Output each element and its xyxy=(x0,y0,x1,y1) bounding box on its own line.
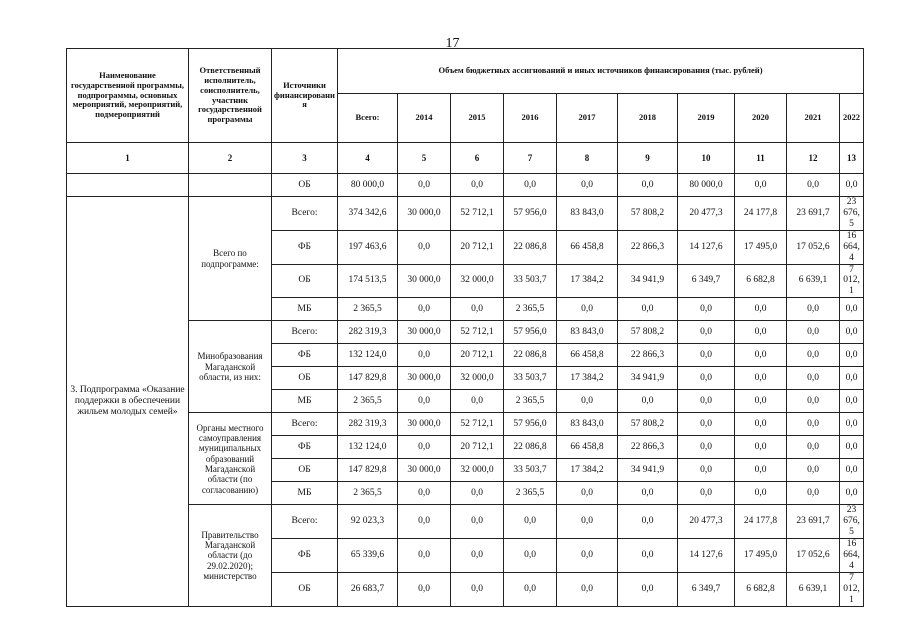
funding-source-cell: Всего: xyxy=(272,321,338,344)
value-cell: 80 000,0 xyxy=(678,174,735,197)
value-cell: 20 712,1 xyxy=(451,230,504,264)
value-cell: 6 349,7 xyxy=(678,572,735,606)
value-cell: 0,0 xyxy=(735,436,787,459)
value-cell: 52 712,1 xyxy=(451,321,504,344)
value-cell: 0,0 xyxy=(398,174,451,197)
value-cell: 0,0 xyxy=(398,482,451,505)
value-cell: 0,0 xyxy=(787,174,840,197)
header-year: 2018 xyxy=(618,94,678,143)
funding-source-cell: ФБ xyxy=(272,436,338,459)
value-cell: 30 000,0 xyxy=(398,321,451,344)
value-cell: 0,0 xyxy=(398,230,451,264)
value-cell: 0,0 xyxy=(504,174,557,197)
value-cell: 0,0 xyxy=(787,298,840,321)
value-cell: 17 384,2 xyxy=(557,264,618,298)
value-cell: 282 319,3 xyxy=(338,321,398,344)
page-number: 17 xyxy=(445,36,460,51)
value-cell: 0,0 xyxy=(451,505,504,539)
value-cell: 0,0 xyxy=(618,390,678,413)
header-program-name: Наименование государственной программы, подпрограммы, основных мероприятий, мероприятий, подмероприятий xyxy=(67,49,189,143)
value-cell: 0,0 xyxy=(618,482,678,505)
value-cell: 23 676,5 xyxy=(840,197,864,231)
value-cell: 22 866,3 xyxy=(618,436,678,459)
value-cell: 0,0 xyxy=(840,413,864,436)
header-year: 2015 xyxy=(451,94,504,143)
value-cell: 32 000,0 xyxy=(451,367,504,390)
value-cell: 0,0 xyxy=(840,344,864,367)
value-cell: 57 956,0 xyxy=(504,321,557,344)
value-cell: 80 000,0 xyxy=(338,174,398,197)
value-cell: 0,0 xyxy=(840,321,864,344)
column-number: 2 xyxy=(189,143,272,174)
value-cell: 0,0 xyxy=(451,174,504,197)
value-cell: 0,0 xyxy=(504,505,557,539)
value-cell: 83 843,0 xyxy=(557,321,618,344)
value-cell: 57 808,2 xyxy=(618,197,678,231)
value-cell: 20 477,3 xyxy=(678,197,735,231)
column-number: 8 xyxy=(557,143,618,174)
value-cell: 23 691,7 xyxy=(787,505,840,539)
value-cell: 0,0 xyxy=(787,482,840,505)
value-cell: 57 808,2 xyxy=(618,321,678,344)
value-cell: 0,0 xyxy=(735,174,787,197)
table-row xyxy=(67,174,864,197)
value-cell: 0,0 xyxy=(678,436,735,459)
value-cell: 57 808,2 xyxy=(618,413,678,436)
empty-cell xyxy=(67,174,189,197)
value-cell: 0,0 xyxy=(735,413,787,436)
value-cell: 6 349,7 xyxy=(678,264,735,298)
value-cell: 0,0 xyxy=(840,298,864,321)
value-cell: 7 012,1 xyxy=(840,572,864,606)
value-cell: 0,0 xyxy=(787,413,840,436)
value-cell: 0,0 xyxy=(618,174,678,197)
value-cell: 0,0 xyxy=(557,174,618,197)
empty-cell xyxy=(189,174,272,197)
value-cell: 66 458,8 xyxy=(557,230,618,264)
value-cell: 20 712,1 xyxy=(451,344,504,367)
funding-source-cell: ОБ xyxy=(272,264,338,298)
value-cell: 174 513,5 xyxy=(338,264,398,298)
value-cell: 34 941,9 xyxy=(618,367,678,390)
value-cell: 0,0 xyxy=(840,367,864,390)
value-cell: 6 639,1 xyxy=(787,264,840,298)
column-number: 7 xyxy=(504,143,557,174)
value-cell: 0,0 xyxy=(618,539,678,573)
value-cell: 34 941,9 xyxy=(618,459,678,482)
value-cell: 65 339,6 xyxy=(338,539,398,573)
value-cell: 0,0 xyxy=(678,298,735,321)
value-cell: 0,0 xyxy=(398,572,451,606)
value-cell: 16 664,4 xyxy=(840,539,864,573)
header-executor: Ответственный исполнитель, соисполнитель, участник государственной программы xyxy=(189,49,272,143)
header-year: 2014 xyxy=(398,94,451,143)
value-cell: 0,0 xyxy=(787,367,840,390)
value-cell: 26 683,7 xyxy=(338,572,398,606)
column-number: 10 xyxy=(678,143,735,174)
value-cell: 0,0 xyxy=(618,572,678,606)
value-cell: 17 052,6 xyxy=(787,230,840,264)
value-cell: 0,0 xyxy=(840,482,864,505)
header-year: 2019 xyxy=(678,94,735,143)
column-number: 3 xyxy=(272,143,338,174)
header-funding-source: Источники финансирования xyxy=(272,49,338,143)
value-cell: 17 495,0 xyxy=(735,539,787,573)
value-cell: 22 086,8 xyxy=(504,436,557,459)
value-cell: 0,0 xyxy=(678,344,735,367)
value-cell: 0,0 xyxy=(840,174,864,197)
value-cell: 23 691,7 xyxy=(787,197,840,231)
value-cell: 2 365,5 xyxy=(338,390,398,413)
value-cell: 0,0 xyxy=(398,390,451,413)
funding-source-cell: ФБ xyxy=(272,539,338,573)
value-cell: 14 127,6 xyxy=(678,539,735,573)
value-cell: 0,0 xyxy=(557,298,618,321)
value-cell: 0,0 xyxy=(787,390,840,413)
value-cell: 66 458,8 xyxy=(557,436,618,459)
value-cell: 92 023,3 xyxy=(338,505,398,539)
value-cell: 16 664,4 xyxy=(840,230,864,264)
value-cell: 30 000,0 xyxy=(398,459,451,482)
value-cell: 57 956,0 xyxy=(504,197,557,231)
header-year: 2017 xyxy=(557,94,618,143)
header-year: 2016 xyxy=(504,94,557,143)
value-cell: 0,0 xyxy=(678,413,735,436)
column-number: 1 xyxy=(67,143,189,174)
value-cell: 20 712,1 xyxy=(451,436,504,459)
header-budget-group: Объем бюджетных ассигнований и иных источников финансирования (тыс. рублей) xyxy=(338,49,864,94)
value-cell: 0,0 xyxy=(787,321,840,344)
value-cell: 0,0 xyxy=(678,482,735,505)
funding-source-cell: ОБ xyxy=(272,459,338,482)
value-cell: 0,0 xyxy=(787,459,840,482)
value-cell: 0,0 xyxy=(618,505,678,539)
value-cell: 0,0 xyxy=(398,298,451,321)
column-number-row xyxy=(67,143,864,174)
value-cell: 24 177,8 xyxy=(735,197,787,231)
funding-source-cell: Всего: xyxy=(272,505,338,539)
value-cell: 0,0 xyxy=(840,390,864,413)
value-cell: 0,0 xyxy=(451,539,504,573)
value-cell: 83 843,0 xyxy=(557,413,618,436)
value-cell: 0,0 xyxy=(451,298,504,321)
value-cell: 20 477,3 xyxy=(678,505,735,539)
budget-table xyxy=(66,48,864,607)
value-cell: 0,0 xyxy=(735,298,787,321)
value-cell: 0,0 xyxy=(451,390,504,413)
funding-source-cell: ФБ xyxy=(272,230,338,264)
column-number: 12 xyxy=(787,143,840,174)
header-year: 2022 xyxy=(840,94,864,143)
value-cell: 0,0 xyxy=(735,344,787,367)
value-cell: 83 843,0 xyxy=(557,197,618,231)
value-cell: 0,0 xyxy=(557,482,618,505)
value-cell: 0,0 xyxy=(398,436,451,459)
value-cell: 0,0 xyxy=(840,459,864,482)
value-cell: 22 086,8 xyxy=(504,344,557,367)
funding-source-cell: ОБ xyxy=(272,367,338,390)
value-cell: 2 365,5 xyxy=(338,298,398,321)
value-cell: 282 319,3 xyxy=(338,413,398,436)
value-cell: 0,0 xyxy=(451,482,504,505)
value-cell: 0,0 xyxy=(504,572,557,606)
value-cell: 6 682,8 xyxy=(735,264,787,298)
value-cell: 0,0 xyxy=(735,367,787,390)
value-cell: 0,0 xyxy=(735,482,787,505)
table-row xyxy=(67,197,864,231)
value-cell: 147 829,8 xyxy=(338,459,398,482)
value-cell: 0,0 xyxy=(787,436,840,459)
funding-source-cell: МБ xyxy=(272,390,338,413)
value-cell: 30 000,0 xyxy=(398,413,451,436)
value-cell: 33 503,7 xyxy=(504,459,557,482)
value-cell: 17 052,6 xyxy=(787,539,840,573)
value-cell: 132 124,0 xyxy=(338,344,398,367)
executor-label: Минобразования Магаданской области, из них: xyxy=(189,321,272,413)
value-cell: 0,0 xyxy=(678,459,735,482)
executor-label: Правительство Магаданской области (до 29.02.2020); министерство xyxy=(189,505,272,606)
value-cell: 0,0 xyxy=(787,344,840,367)
value-cell: 0,0 xyxy=(398,505,451,539)
header-year: 2020 xyxy=(735,94,787,143)
value-cell: 0,0 xyxy=(735,459,787,482)
value-cell: 52 712,1 xyxy=(451,413,504,436)
column-number: 13 xyxy=(840,143,864,174)
executor-label: Всего по подпрограмме: xyxy=(189,197,272,321)
value-cell: 0,0 xyxy=(618,298,678,321)
value-cell: 66 458,8 xyxy=(557,344,618,367)
value-cell: 197 463,6 xyxy=(338,230,398,264)
column-number: 11 xyxy=(735,143,787,174)
funding-source-cell: ОБ xyxy=(272,174,338,197)
value-cell: 0,0 xyxy=(678,367,735,390)
column-number: 4 xyxy=(338,143,398,174)
value-cell: 0,0 xyxy=(557,505,618,539)
value-cell: 17 384,2 xyxy=(557,459,618,482)
column-number: 9 xyxy=(618,143,678,174)
funding-source-cell: МБ xyxy=(272,482,338,505)
value-cell: 22 866,3 xyxy=(618,230,678,264)
value-cell: 17 495,0 xyxy=(735,230,787,264)
value-cell: 374 342,6 xyxy=(338,197,398,231)
funding-source-cell: Всего: xyxy=(272,413,338,436)
header-year: 2021 xyxy=(787,94,840,143)
value-cell: 33 503,7 xyxy=(504,264,557,298)
value-cell: 34 941,9 xyxy=(618,264,678,298)
value-cell: 2 365,5 xyxy=(504,482,557,505)
column-number: 6 xyxy=(451,143,504,174)
executor-label: Органы местного самоуправления муниципальных образований Магаданской области (по согласованию) xyxy=(189,413,272,505)
subprogram-label: 3. Подпрограмма «Оказание поддержки в обеспечении жильем молодых семей» xyxy=(67,197,189,607)
column-number: 5 xyxy=(398,143,451,174)
value-cell: 24 177,8 xyxy=(735,505,787,539)
value-cell: 22 866,3 xyxy=(618,344,678,367)
value-cell: 0,0 xyxy=(451,572,504,606)
value-cell: 32 000,0 xyxy=(451,264,504,298)
value-cell: 0,0 xyxy=(398,344,451,367)
value-cell: 0,0 xyxy=(678,390,735,413)
value-cell: 33 503,7 xyxy=(504,367,557,390)
value-cell: 0,0 xyxy=(504,539,557,573)
value-cell: 17 384,2 xyxy=(557,367,618,390)
value-cell: 147 829,8 xyxy=(338,367,398,390)
funding-source-cell: МБ xyxy=(272,298,338,321)
header-total: Всего: xyxy=(338,94,398,143)
value-cell: 32 000,0 xyxy=(451,459,504,482)
value-cell: 22 086,8 xyxy=(504,230,557,264)
funding-source-cell: ОБ xyxy=(272,572,338,606)
value-cell: 0,0 xyxy=(398,539,451,573)
value-cell: 7 012,1 xyxy=(840,264,864,298)
value-cell: 57 956,0 xyxy=(504,413,557,436)
value-cell: 132 124,0 xyxy=(338,436,398,459)
value-cell: 14 127,6 xyxy=(678,230,735,264)
value-cell: 52 712,1 xyxy=(451,197,504,231)
value-cell: 30 000,0 xyxy=(398,197,451,231)
value-cell: 2 365,5 xyxy=(504,390,557,413)
value-cell: 23 676,5 xyxy=(840,505,864,539)
value-cell: 0,0 xyxy=(735,321,787,344)
value-cell: 0,0 xyxy=(557,572,618,606)
value-cell: 0,0 xyxy=(557,390,618,413)
funding-source-cell: Всего: xyxy=(272,197,338,231)
value-cell: 0,0 xyxy=(678,321,735,344)
value-cell: 0,0 xyxy=(557,539,618,573)
value-cell: 6 682,8 xyxy=(735,572,787,606)
value-cell: 6 639,1 xyxy=(787,572,840,606)
value-cell: 0,0 xyxy=(735,390,787,413)
funding-source-cell: ФБ xyxy=(272,344,338,367)
value-cell: 30 000,0 xyxy=(398,367,451,390)
value-cell: 0,0 xyxy=(840,436,864,459)
value-cell: 2 365,5 xyxy=(338,482,398,505)
value-cell: 30 000,0 xyxy=(398,264,451,298)
value-cell: 2 365,5 xyxy=(504,298,557,321)
